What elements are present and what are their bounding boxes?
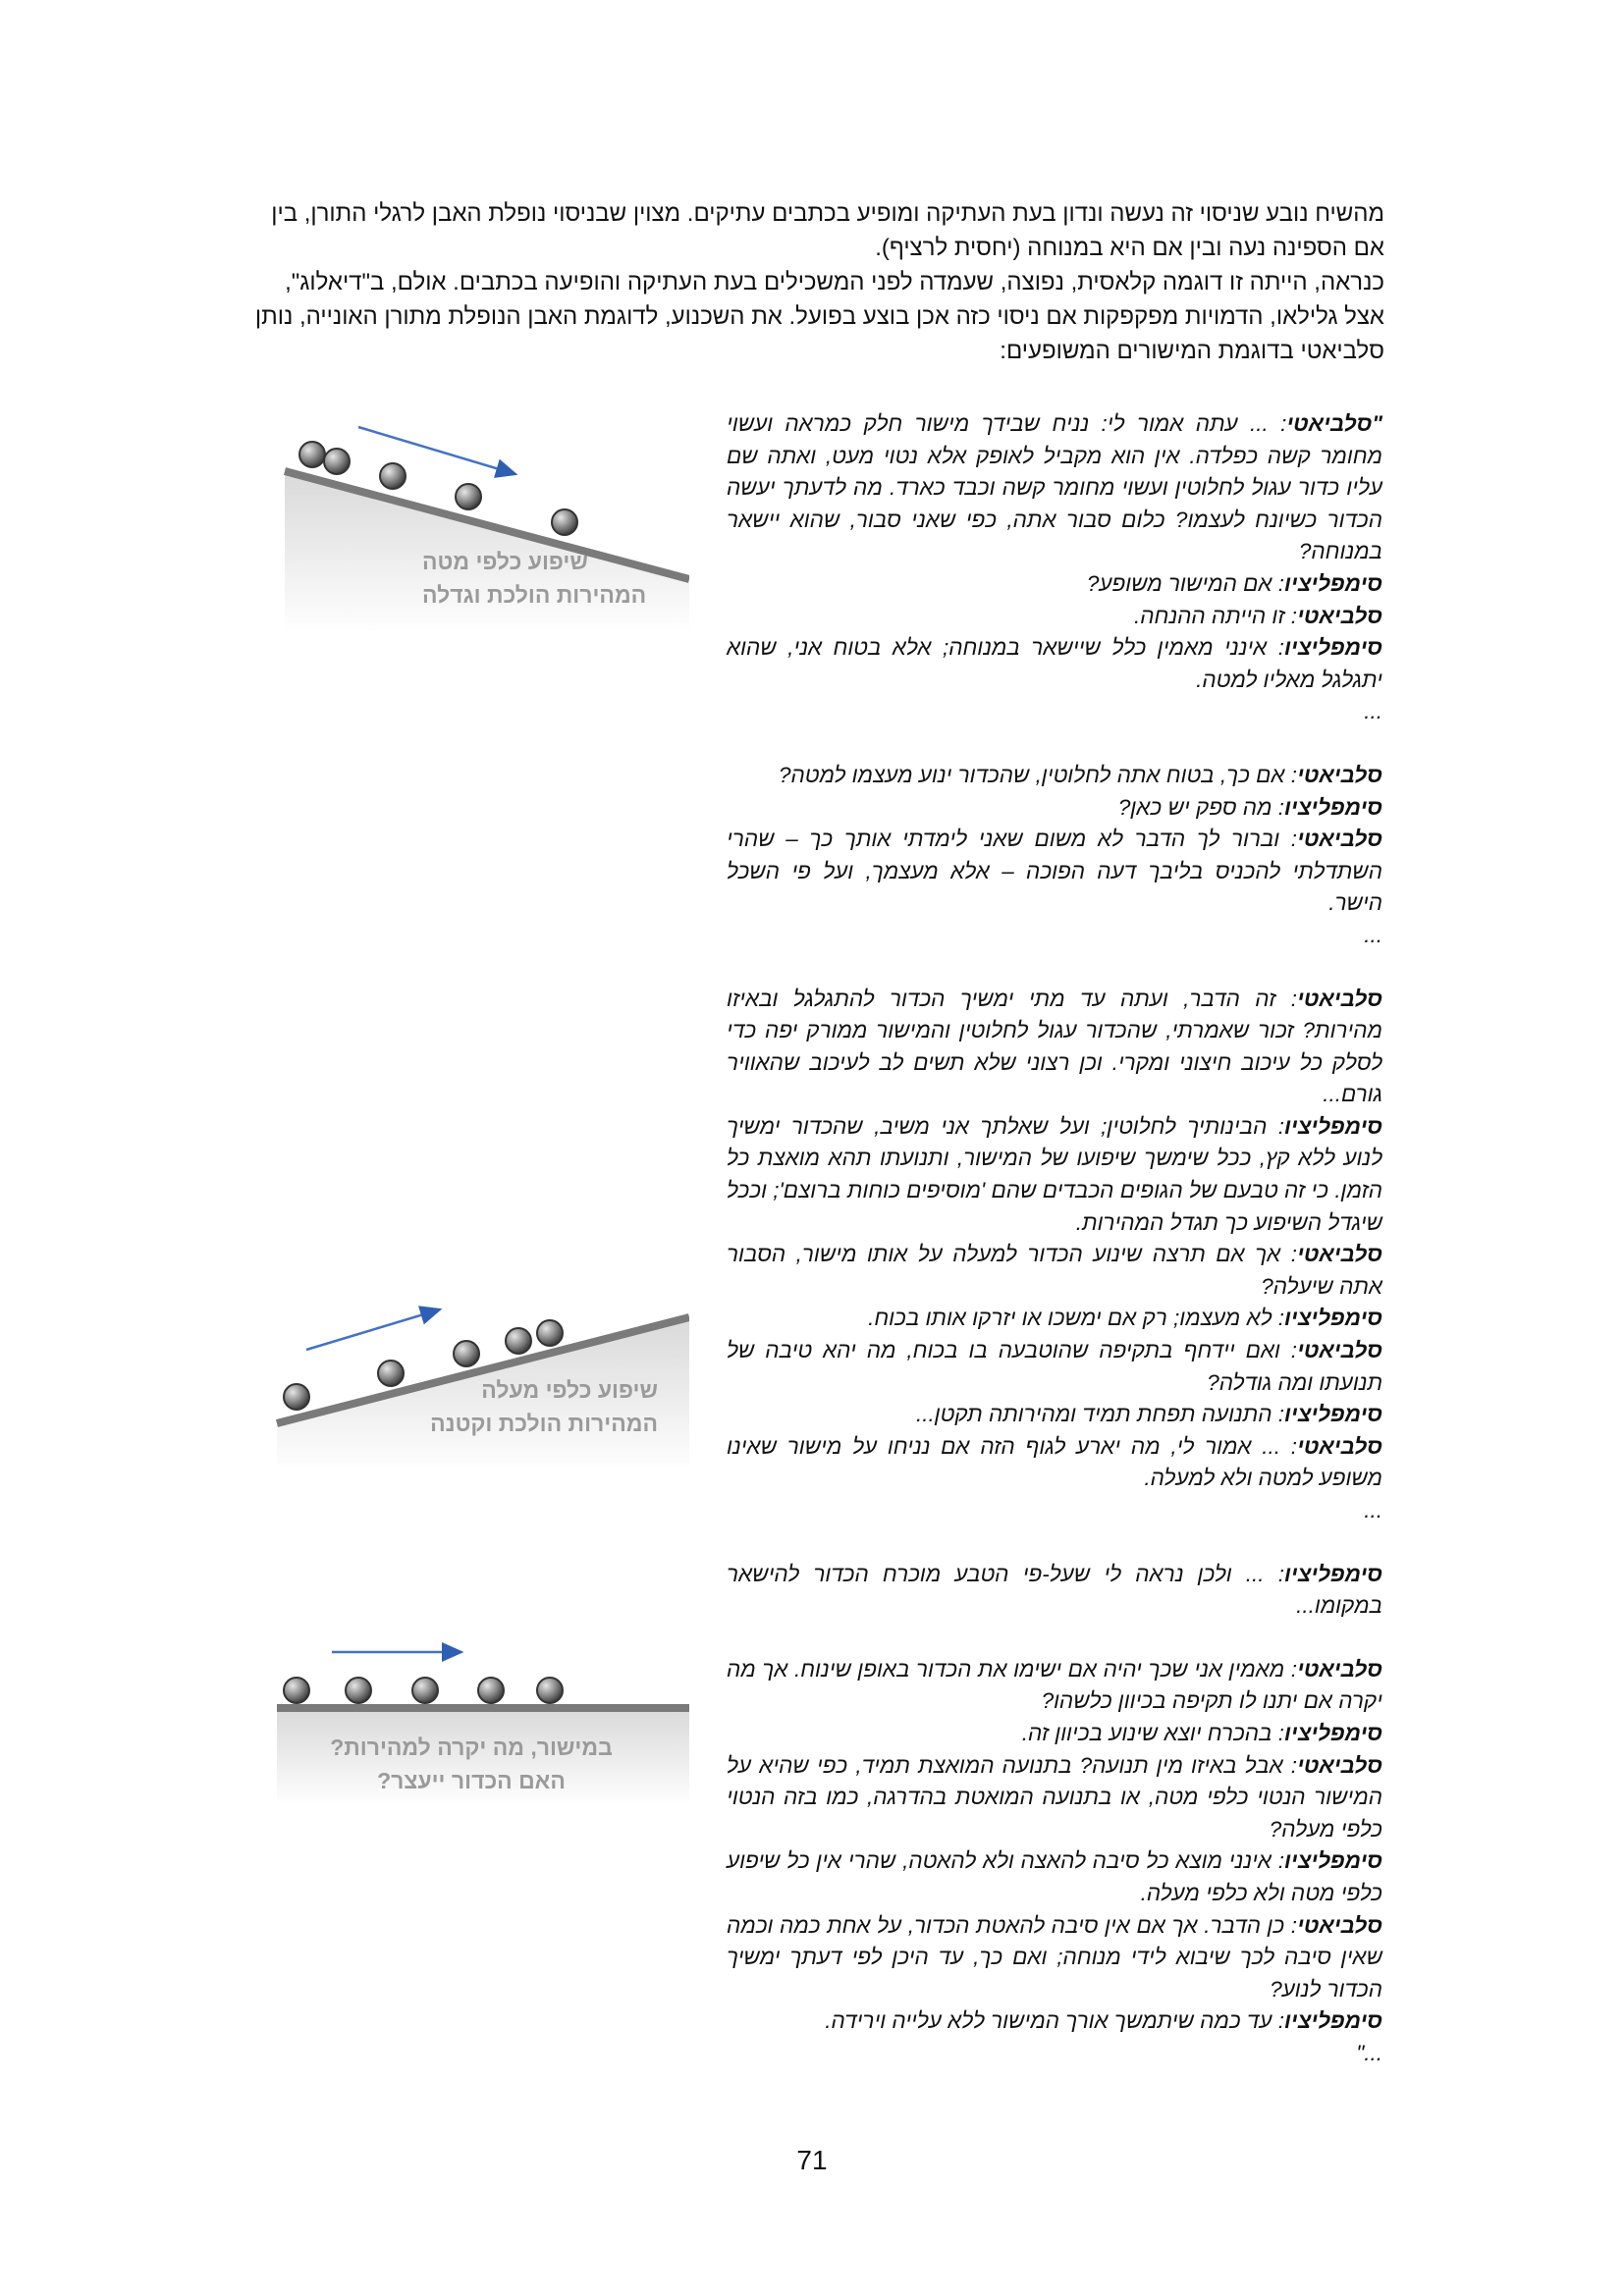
dialogue-text: : אינני מאמין כלל שיישאר במנוחה; אלא בטוח אני, שהוא יתגלגל מאליו למטה. <box>727 635 1382 692</box>
speaker-name: סימפליציו <box>1284 635 1382 661</box>
ball <box>506 1328 531 1354</box>
figure-caption-line2: המהירות הולכת וגדלה <box>422 582 647 608</box>
ball <box>284 1678 309 1703</box>
ball <box>456 484 481 509</box>
dialogue-line <box>727 1399 1382 1431</box>
dialogue-line <box>727 1845 1382 1909</box>
dialogue-text: : אם כך, בטוח אתה לחלוטין, שהכדור ינוע מעצמו למטה? <box>779 762 1298 787</box>
dialogue-text: : אך אם תרצה שינוע הכדור למעלה על אותו מישור, הסבור אתה שיעלה? <box>727 1242 1382 1299</box>
ball <box>412 1678 438 1703</box>
dialogue-text: : ... אמור לי, מה יארע לגוף הזה אם נניחו על מישור שאינו משופע למטה ולא למעלה. <box>727 1433 1382 1491</box>
figure-caption-line1: שיפוע כלפי מטה <box>422 549 588 574</box>
speaker-name: סימפליציו <box>1284 2008 1382 2034</box>
dialogue-text: : מה ספק יש כאן? <box>1117 794 1284 820</box>
ball <box>284 1384 309 1410</box>
dialogue-text: : ... עתה אמור לי: נניח שבידך מישור חלק כמראה ועשוי מחומר קשה כפלדה. אין הוא מקביל לאופק אלא נטוי מעט, ואתה שם עליו כדור עגול לחלוטין ועשוי מחומר קשה וכבד כארד. מה לדעתך יעשה הכדור כשיונח לעצמו? כלום סבור אתה, כפי שאני סבור, שהוא יישאר במנוחה? <box>727 411 1382 564</box>
speaker-name: סימפליציו <box>1284 794 1382 820</box>
dialogue-line <box>727 1431 1382 1495</box>
dialogue-text: : אבל באיזו מין תנועה? בתנועה המואצת תמיד, כפי שהיא על המישור הנטוי כלפי מטה, או בתנועה המואטת בהדרגה, כמו בזה הנטוי כלפי מעלה? <box>727 1752 1382 1842</box>
intro-paragraph-2: כנראה, הייתה זו דוגמה קלאסית, נפוצה, שעמדה לפני המשכילים בעת העתיקה והופיעה בכתבים. אולם, ב"דיאלוג", אצל גלילאו, הדמויות מפקפקות אם ניסוי כזה אכן בוצע בפועל. את השכנוע, לדוגמת האבן הנופלת מתורן האונייה, נותן סלביאטי בדוגמת המישורים המשופעים: <box>254 269 1384 364</box>
intro-text <box>245 196 1384 368</box>
ball <box>537 1678 563 1703</box>
dialogue-text <box>727 408 1382 2070</box>
paragraph-gap <box>727 1527 1382 1559</box>
dialogue-text: : מאמין אני שכך יהיה אם ישימו את הכדור באופן שינוח. אך מה יקרה אם יתנו לו תקיפה בכיוון כלשהו? <box>727 1656 1382 1714</box>
dialogue-text: : זו הייתה ההנחה. <box>1134 603 1298 628</box>
speaker-name: סימפליציו <box>1284 570 1382 596</box>
dialogue-line <box>727 1335 1382 1399</box>
dialogue-text: : כן הדבר. אך אם אין סיבה להאטת הכדור, על אחת כמה וכמה שאין סיבה לכך שיבוא לידי מנוחה; ואם כך, עד היכן לפי דעתך ימשיך הכדור לנוע? <box>727 1912 1382 2002</box>
dialogue-line <box>727 2005 1382 2038</box>
direction-arrow <box>358 427 515 474</box>
dialogue-line <box>727 601 1382 633</box>
dialogue-line <box>727 408 1382 568</box>
figure-flat-plane <box>265 1629 689 1806</box>
ball <box>299 442 325 467</box>
speaker-name: סלביאטי <box>1297 762 1382 787</box>
ball <box>380 463 406 489</box>
dialogue-text: : לא מעצמו; רק אם ימשכו או יזרקו אותו בכוח. <box>868 1306 1284 1331</box>
dialogue-line <box>727 792 1382 825</box>
dialogue-text: ... <box>1364 922 1382 947</box>
speaker-name: סלביאטי <box>1297 1656 1382 1682</box>
dialogue-line <box>727 1750 1382 1846</box>
dialogue-text: ..." <box>1356 2040 1382 2065</box>
paragraph-gap <box>727 728 1382 760</box>
ball <box>552 509 577 535</box>
dialogue-text: : ואם יידחף בתקיפה שהוטבעה בו בכוח, מה יהא טיבה של תנועתו ומה גודלה? <box>727 1338 1382 1395</box>
speaker-name: סימפליציו <box>1284 1848 1382 1874</box>
figure-downhill-slope <box>265 422 689 633</box>
dialogue-text: : הבינותיך לחלוטין; ועל שאלתך אני משיב, שהכדור ימשיך לנוע ללא קץ, ככל שימשך שיפועו של המישור, ותנועתו תהא מואצת כל הזמן. כי זה טבעם של הגופים הכבדים שהם 'מוסיפים כוחות ברוצם'; וככל שיגדל השיפוע כך תגדל המהירות. <box>727 1113 1382 1235</box>
ball <box>378 1361 404 1386</box>
dialogue-line <box>727 1303 1382 1335</box>
dialogue-text: : אינני מוצא כל סיבה להאצה ולא להאטה, שהרי אין כל שיפוע כלפי מטה ולא כלפי מעלה. <box>727 1848 1382 1905</box>
paragraph-gap <box>727 952 1382 984</box>
speaker-name: סלביאטי <box>1297 1338 1382 1363</box>
dialogue-line <box>727 1910 1382 2006</box>
dialogue-line <box>727 1111 1382 1239</box>
dialogue-line <box>727 1718 1382 1750</box>
dialogue-text: ... <box>1364 699 1382 724</box>
speaker-name: סלביאטי <box>1297 1433 1382 1459</box>
figure-caption-line2: המהירות הולכת וקטנה <box>430 1411 658 1436</box>
dialogue-line <box>727 760 1382 792</box>
speaker-name: סלביאטי <box>1297 1912 1382 1938</box>
ball <box>454 1341 479 1366</box>
dialogue-text: : התנועה תפחת תמיד ומהירותה תקטן... <box>916 1402 1284 1427</box>
dialogue-line <box>727 568 1382 601</box>
speaker-name: "סלביאטי <box>1286 411 1382 436</box>
dialogue-line <box>727 984 1382 1111</box>
speaker-name: סימפליציו <box>1284 1113 1382 1139</box>
speaker-name: סלביאטי <box>1297 603 1382 628</box>
dialogue-line <box>727 824 1382 920</box>
ball <box>346 1678 371 1703</box>
ball <box>537 1320 563 1346</box>
figure-caption-line1: במישור, מה יקרה למהירות? <box>330 1735 613 1760</box>
dialogue-text: : זה הדבר, ועתה עד מתי ימשיך הכדור להתגלגל ובאיזו מהירות? זכור שאמרתי, שהכדור עגול לחלוטין והמישור ממורק יפה כדי לסלק כל עיכוב חיצוני ומקרי. וכן רצוני שלא תשים לב לעיכוב שהאוויר גורם... <box>727 986 1382 1107</box>
dialogue-line <box>727 1239 1382 1303</box>
dialogue-text: : בהכרח יוצא שינוע בכיוון זה. <box>1021 1720 1284 1745</box>
direction-arrow <box>306 1309 440 1350</box>
dialogue-line <box>727 696 1382 728</box>
dialogue-text: : ... ולכן נראה לי שעל-פי הטבע מוכרח הכדור להישאר במקומו... <box>727 1561 1382 1619</box>
ball <box>478 1678 504 1703</box>
dialogue-line <box>727 1495 1382 1527</box>
speaker-name: סימפליציו <box>1284 1720 1382 1745</box>
dialogue-line <box>727 920 1382 952</box>
paragraph-gap <box>727 1623 1382 1654</box>
dialogue-line <box>727 1654 1382 1718</box>
speaker-name: סלביאטי <box>1297 827 1382 852</box>
figure-uphill-slope <box>265 1286 689 1472</box>
speaker-name: סימפליציו <box>1284 1561 1382 1586</box>
dialogue-text: ... <box>1364 1498 1382 1522</box>
ball <box>324 449 350 474</box>
speaker-name: סלביאטי <box>1297 986 1382 1011</box>
speaker-name: סלביאטי <box>1297 1752 1382 1778</box>
dialogue-line <box>727 2038 1382 2070</box>
figure-caption-line2: האם הכדור ייעצר? <box>377 1768 566 1793</box>
dialogue-text: : וברור לך הדבר לא משום שאני לימדתי אותך כך – שהרי השתדלתי להכניס בליבך דעה הפוכה – אלא מעצמך, ועל פי השכל הישר. <box>727 827 1382 916</box>
intro-paragraph-1: מהשיח נובע שניסוי זה נעשה ונדון בעת העתיקה ומופיע בכתבים עתיקים. מצוין שבניסוי נופלת האבן לרגלי התורן, בין אם הספינה נעה ובין אם היא במנוחה (יחסית לרציף). <box>271 200 1384 261</box>
figure-caption-line1: שיפוע כלפי מעלה <box>481 1377 658 1403</box>
dialogue-text: : אם המישור משופע? <box>1086 570 1284 596</box>
speaker-name: סימפליציו <box>1284 1306 1382 1331</box>
dialogue-line <box>727 632 1382 696</box>
speaker-name: סלביאטי <box>1297 1242 1382 1267</box>
page-number: 71 <box>796 2145 828 2175</box>
speaker-name: סימפליציו <box>1284 1402 1382 1427</box>
dialogue-text: : עד כמה שיתמשך אורך המישור ללא עלייה וירידה. <box>825 2008 1284 2034</box>
dialogue-line <box>727 1559 1382 1623</box>
